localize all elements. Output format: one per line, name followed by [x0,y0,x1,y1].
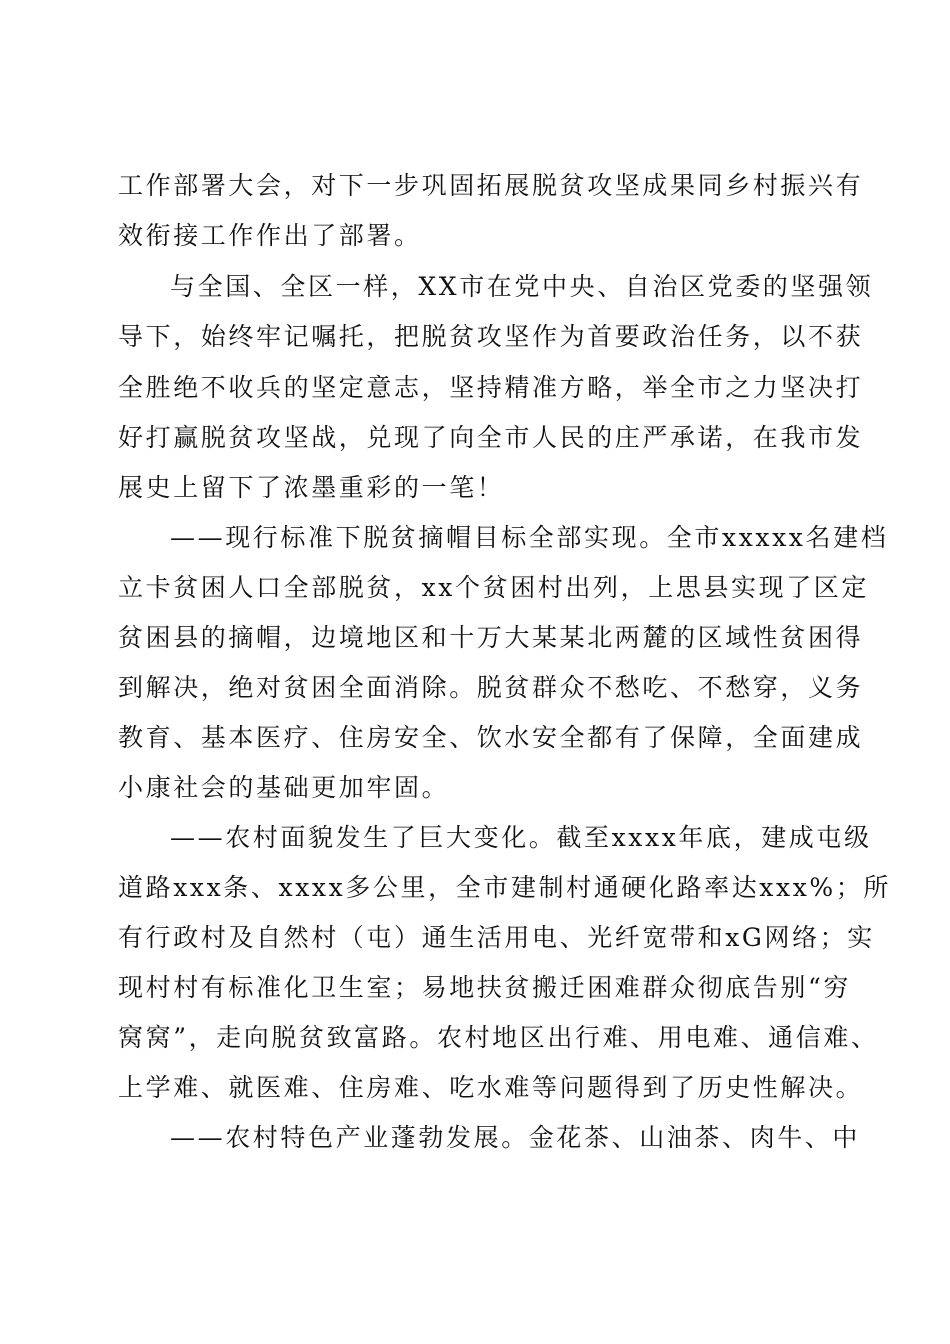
paragraph-start-line: ——农村特色产业蓬勃发展。金花茶、山油茶、肉牛、中 [170,1123,861,1152]
paragraph-start-line: ——农村面貌发生了巨大变化。截至xxxx年底，建成屯级 [170,823,872,852]
text-line: 教育、基本医疗、住房安全、饮水安全都有了保障，全面建成 [118,723,864,752]
text-line: 有行政村及自然村（屯）通生活用电、光纤宽带和xG网络；实 [118,923,875,952]
text-line: 现村村有标准化卫生室；易地扶贫搬迁困难群众彻底告别“穷 [118,973,851,1002]
text-line: 到解决，绝对贫困全面消除。脱贫群众不愁吃、不愁穿，义务 [118,673,864,702]
paragraph-start-line: ——现行标准下脱贫摘帽目标全部实现。全市xxxxx名建档 [170,523,889,552]
text-line: 导下，始终牢记嘱托，把脱贫攻坚作为首要政治任务，以不获 [118,322,864,351]
text-line: 小康社会的基础更加牢固。 [118,773,450,802]
text-line: 立卡贫困人口全部脱贫，xx个贫困村出列，上思县实现了区定 [118,573,870,602]
text-line: 上学难、就医难、住房难、吃水难等问题得到了历史性解决。 [118,1073,864,1102]
text-line: 道路xxx条、xxxx多公里，全市建制村通硬化路率达xxx%；所 [118,873,891,902]
text-line: 工作部署大会，对下一步巩固拓展脱贫攻坚成果同乡村振兴有 [118,171,864,200]
text-line: 效衔接工作作出了部署。 [118,221,422,250]
text-line: 贫困县的摘帽，边境地区和十万大某某北两麓的区域性贫困得 [118,623,864,652]
text-line: 窝窝”，走向脱贫致富路。农村地区出行难、用电难、通信难、 [118,1023,879,1052]
paragraph-start-line: 与全国、全区一样，XX市在党中央、自治区党委的坚强领 [170,272,874,301]
text-line: 全胜绝不收兵的坚定意志，坚持精准方略，举全市之力坚决打 [118,373,864,402]
text-line: 好打赢脱贫攻坚战，兑现了向全市人民的庄严承诺，在我市发 [118,423,864,452]
text-line: 展史上留下了浓墨重彩的一笔！ [118,473,505,502]
